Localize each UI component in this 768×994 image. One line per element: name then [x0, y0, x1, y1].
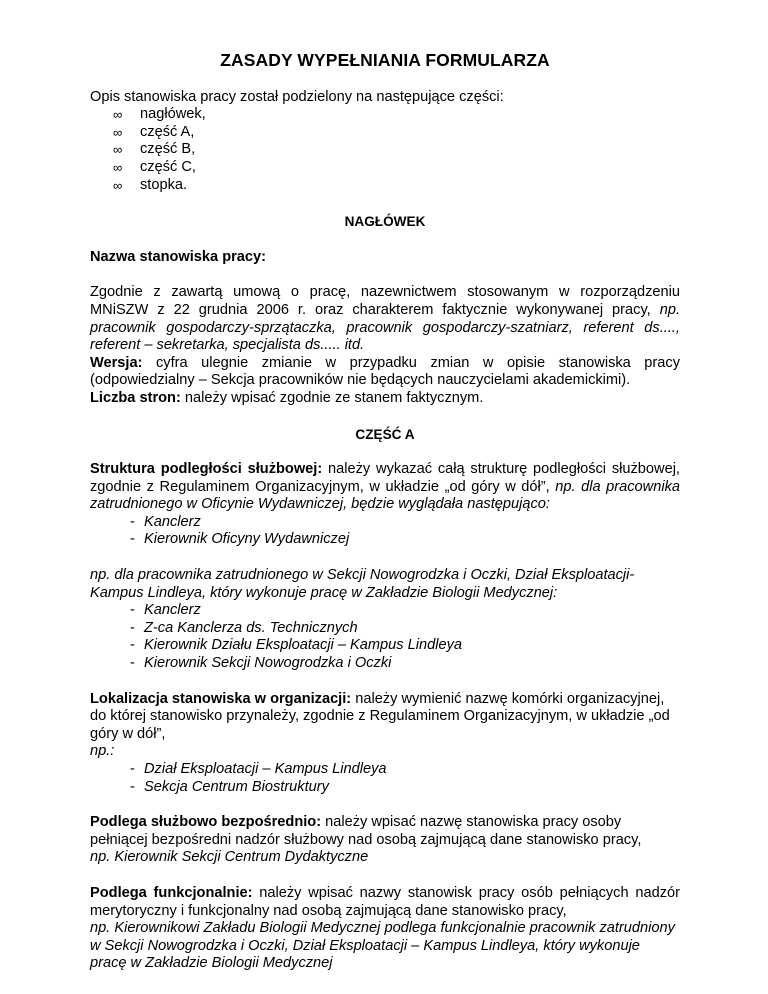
- podlega-sluzbowo-label: Podlega służbowo bezpośrednio:: [90, 814, 322, 831]
- document-page: [90, 52, 680, 973]
- example2-list: [90, 602, 680, 672]
- podlega-funkcjonalnie-example: np. Kierownikowi Zakładu Biologii Medycznej podlega funkcjonalnie pracownik zatrudniony w Sekcji Nowogrodzka i Oczki, Dział Eksploatacji – Kampus Lindleya, który wykonuje pracę w Zakładzie Biologii Medycznej: [90, 920, 675, 972]
- list-item: - Sekcja Centrum Biostruktury: [130, 779, 680, 797]
- section-heading-czesc-a: CZĘŚĆ A: [355, 426, 415, 442]
- list-item: ∞ część C,: [113, 159, 680, 177]
- liczba-stron-paragraph: Liczba stron: należy wpisać zgodnie ze stanem faktycznym.: [90, 389, 484, 406]
- liczba-stron-label: Liczba stron:: [90, 389, 181, 406]
- example1-list: [90, 514, 680, 549]
- podlega-funkcjonalnie-label: Podlega funkcjonalnie:: [90, 884, 253, 901]
- podlega-funkcjonalnie-paragraph: Podlega funkcjonalnie: należy wpisać nazwy stanowisk pracy osób pełniących nadzór merytoryczny i funkcjonalny nad osobą zajmującą dane stanowisko pracy,: [90, 884, 680, 919]
- nazwa-example: np. pracownik gospodarczy-sprzątaczka, pracownik gospodarczy-szatniarz, referent ds...., referent – sekretarka, specjalista ds..... itd.: [90, 301, 681, 354]
- list-item: ∞ stopka.: [113, 177, 680, 195]
- intro-text: Opis stanowiska pracy został podzielony na następujące części:: [90, 88, 504, 105]
- lokalizacja-list: [90, 761, 680, 796]
- list-item: - Kierownik Sekcji Nowogrodzka i Oczki: [130, 655, 680, 673]
- struktura-paragraph: Struktura podległości służbowej: należy wykazać całą strukturę podległości służbowej, zgodnie z Regulaminem Organizacyjnym, w układzie „od góry w dół”, np. dla pracownika zatrudnionego w Oficynie Wydawniczej, będzie wyglądała następująco:: [90, 461, 680, 513]
- lokalizacja-label: Lokalizacja stanowiska w organizacji:: [90, 690, 352, 707]
- podlega-sluzbowo-paragraph: Podlega służbowo bezpośrednio: należy wpisać nazwę stanowiska pracy osoby pełniącej bezpośredni nadzór służbowy nad osobą zajmującą dane stanowisko pracy,: [90, 814, 642, 848]
- list-item: - Kanclerz: [130, 514, 680, 532]
- podlega-sluzbowo-example: np. Kierownik Sekcji Centrum Dydaktyczne: [90, 849, 369, 866]
- list-item: ∞ część A,: [113, 124, 680, 142]
- document-title: ZASADY WYPEŁNIANIA FORMULARZA: [220, 50, 550, 70]
- list-item: ∞ część B,: [113, 141, 680, 159]
- intro-parts-list: [90, 106, 680, 194]
- nazwa-label: Nazwa stanowiska pracy:: [90, 248, 267, 265]
- lokalizacja-paragraph: Lokalizacja stanowiska w organizacji: należy wymienić nazwę komórki organizacyjnej, do której stanowisko przynależy, zgodnie z Regulaminem Organizacyjnym, w układzie „od góry w dół”,: [90, 690, 670, 742]
- struktura-label: Struktura podległości służbowej:: [90, 461, 323, 478]
- section-heading-naglowek: NAGŁÓWEK: [344, 214, 426, 230]
- wersja-label: Wersja:: [90, 354, 143, 371]
- example2-intro: np. dla pracownika zatrudnionego w Sekcji Nowogrodzka i Oczki, Dział Eksploatacji-Kampus Lindleya, który wykonuje pracę w Zakładzie Biologii Medycznej:: [90, 567, 635, 601]
- list-item: ∞ nagłówek,: [113, 106, 680, 124]
- wersja-paragraph: Wersja: cyfra ulegnie zmianie w przypadku zmian w opisie stanowiska pracy (odpowiedzialny – Sekcja pracowników nie będących nauczycielami akademickimi).: [90, 354, 680, 389]
- list-item: - Kierownik Oficyny Wydawniczej: [130, 531, 680, 549]
- list-item: - Dział Eksploatacji – Kampus Lindleya: [130, 761, 680, 779]
- list-item: - Z-ca Kanclerza ds. Technicznych: [130, 620, 680, 638]
- nazwa-paragraph: Zgodnie z zawartą umową o pracę, nazewnictwem stosowanym w rozporządzeniu MNiSZW z 22 grudnia 2006 r. oraz charakterem faktycznie wykonywanej pracy, np. pracownik gospodarczy-sprzątaczka, pracownik gospodarczy-szatniarz, referent ds...., referent – sekretarka, specjalista ds..... itd.: [90, 284, 681, 354]
- list-item: - Kierownik Działu Eksploatacji – Kampus Lindleya: [130, 637, 680, 655]
- lokalizacja-np: np.:: [90, 743, 115, 760]
- list-item: - Kanclerz: [130, 602, 680, 620]
